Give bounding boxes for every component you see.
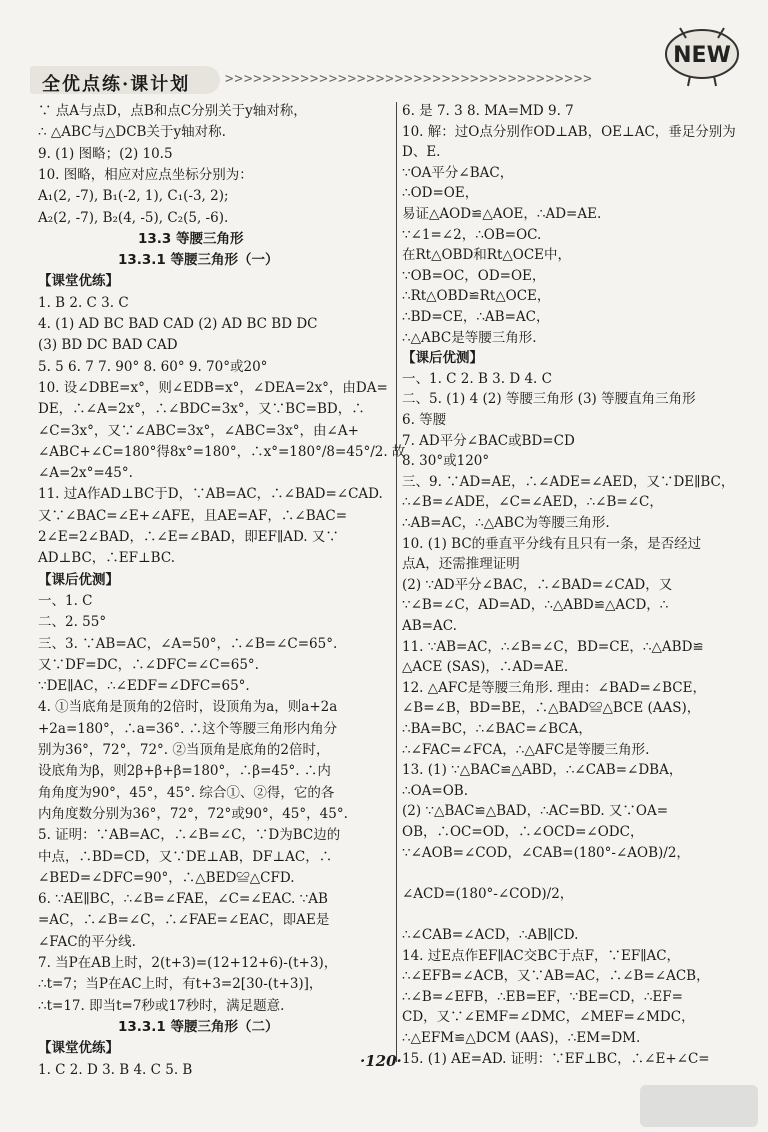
- text-line: 角角度为90°，45°，45°. 综合①、②得，它的各: [38, 784, 335, 801]
- text-line: ∴∠EFB=∠ACB，又∵AB=AC，∴∠B=∠ACB，: [402, 968, 710, 985]
- text-line: 2∠E=2∠BAD，∴∠E=∠BAD，即EF∥AD. 又∵: [38, 529, 339, 545]
- text-line: 10. 设∠DBE=x°，则∠EDB=x°，∠DEA=2x°，由DA=: [38, 379, 388, 396]
- text-line: 5. 5 6. 7 7. 90° 8. 60° 9. 70°或20°: [38, 358, 268, 375]
- text-line: D、E.: [402, 144, 441, 161]
- text-line: △ACE (SAS)，∴AD=AE.: [402, 659, 569, 676]
- text-line: 二、5. (1) 4 (2) 等腰三角形 (3) 等腰直角三角形: [402, 391, 696, 408]
- text-line: 6. 等腰: [402, 412, 447, 428]
- text-line: 又∵DF=DC，∴∠DFC=∠C=65°.: [38, 656, 259, 673]
- new-logo-icon: [662, 18, 742, 90]
- text-line: ∴AB=AC，∴△ABC为等腰三角形.: [402, 515, 610, 531]
- watermark: [640, 1085, 758, 1127]
- column-divider: [396, 102, 397, 1062]
- text-line: 1. C 2. D 3. B 4. C 5. B: [38, 1061, 193, 1078]
- text-line: ∵∠B=∠C，AD=AD，∴△ABD≌△ACD，∴: [402, 597, 669, 614]
- text-line: 11. ∵AB=AC，∴∠B=∠C，BD=CE，∴△ABD≌: [402, 638, 704, 655]
- text-line: ∴∠FAC=∠FCA，∴△AFC是等腰三角形.: [402, 741, 650, 758]
- text-line: 10. (1) BC的垂直平分线有且只有一条，是否经过: [402, 535, 702, 552]
- text-line: 6. 是 7. 3 8. MA=MD 9. 7: [402, 103, 574, 119]
- header-title: 全优点练·课计划: [42, 74, 191, 95]
- text-line: ∴BA=BC，∴∠BAC=∠BCA，: [402, 721, 592, 737]
- page-header: [0, 0, 768, 100]
- text-line: (2) ∵AD平分∠BAC，∴∠BAD=∠CAD，又: [402, 576, 673, 593]
- text-line: ∠B=∠B，BD=BE，∴△BAD≌△BCE (AAS)，: [402, 700, 701, 717]
- text-line: 内角度数分别为36°，72°，72°或90°，45°，45°.: [38, 805, 348, 822]
- text-line: CD，又∵∠EMF=∠DMC，∠MEF=∠MDC，: [402, 1009, 695, 1026]
- text-line: 13. (1) ∵△BAC≌△ABD，∴∠CAB=∠DBA，: [402, 762, 683, 779]
- text-line: 三、3. ∵AB=AC，∠A=50°，∴∠B=∠C=65°.: [38, 635, 338, 652]
- text-line: ∵DE∥AC，∴∠EDF=∠DFC=65°.: [38, 678, 250, 695]
- text-line: 4. (1) AD BC BAD CAD (2) AD BC BD DC: [38, 316, 318, 332]
- text-line: ∠FAC的平分线.: [38, 933, 136, 950]
- text-line: 别为36°，72°，72°. ②当顶角是底角的2倍时，: [38, 742, 330, 758]
- text-line: ∴BD=CE，∴AB=AC，: [402, 309, 550, 325]
- header-arrows: >>>>>>>>>>>>>>>>>>>>>>>>>>>>>>>>>>>>>>>: [225, 71, 593, 87]
- text-line: A₂(2, -7), B₂(4, -5), C₂(5, -6).: [38, 209, 229, 226]
- text-line: =AC，∴∠B=∠C，∴∠FAE=∠EAC，即AE是: [38, 912, 330, 929]
- text-line: 中点，∴BD=CD，又∵DE⊥AB，DF⊥AC，∴: [38, 848, 333, 865]
- logo-text: NEW: [673, 43, 731, 68]
- text-line: 14. 过E点作EF∥AC交BC于点F，∵EF∥AC，: [402, 947, 681, 964]
- text-line: 【课后优测】: [402, 350, 483, 367]
- text-line: 13.3.1 等腰三角形（二）: [118, 1018, 279, 1035]
- text-line: 10. 图略，相应对应点坐标分别为：: [38, 166, 253, 183]
- text-line: 【课堂优练】: [38, 1040, 119, 1057]
- text-line: 设底角为β，则2β+β+β=180°，∴β=45°. ∴内: [38, 763, 331, 780]
- text-line: 一、1. C: [38, 592, 93, 609]
- text-line: 7. AD平分∠BAC或BD=CD: [402, 432, 575, 449]
- text-line: (2) ∵△BAC≌△BAD，∴AC=BD. 又∵OA=: [402, 803, 669, 820]
- text-line: 又∵∠BAC=∠E+∠AFE，且AE=AF，∴∠BAC=: [38, 507, 348, 524]
- page-number: ·120·: [360, 1052, 402, 1070]
- text-line: (3) BD DC BAD CAD: [38, 337, 178, 354]
- text-line: ∠ABC+∠C=180°得8x°=180°，∴x°=180°/8=45°/2. 故: [38, 443, 406, 460]
- text-line: ∵OB=OC，OD=OE，: [402, 267, 546, 284]
- text-line: ∠A=2x°=45°.: [38, 465, 133, 482]
- text-line: 7. 当P在AB上时，2(t+3)=(12+12+6)-(t+3)，: [38, 955, 338, 971]
- text-line: ∵ 点A与点D，点B和点C分别关于y轴对称，: [38, 103, 307, 119]
- text-line: 5. 证明：∵AB=AC，∴∠B=∠C，∵D为BC边的: [38, 827, 341, 844]
- text-line: ∴△ABC是等腰三角形.: [402, 329, 537, 346]
- text-line: ∴OD=OE，: [402, 185, 479, 202]
- text-line: ∵OA平分∠BAC，: [402, 164, 514, 181]
- text-line: ∴∠B=∠EFB，∴EB=EF，∵BE=CD，∴EF=: [402, 988, 683, 1005]
- text-line: 13.3 等腰三角形: [138, 230, 244, 247]
- text-line: ∴t=7；当P在AC上时，有t+3=2[30-(t+3)]，: [38, 976, 323, 993]
- text-line: +2a=180°，∴a=36°. ∴这个等腰三角形内角分: [38, 720, 338, 737]
- text-line: 易证△AOD≌△AOE，∴AD=AE.: [402, 206, 602, 222]
- text-line: OB，∴OC=OD，∴∠OCD=∠ODC，: [402, 824, 644, 840]
- text-line: ∠BED=∠DFC=90°，∴△BED≌△CFD.: [38, 869, 295, 886]
- text-line: 15. (1) AE=AD. 证明：∵EF⊥BC，∴∠E+∠C=: [402, 1050, 710, 1067]
- text-line: 8. 30°或120°: [402, 453, 490, 470]
- text-line: 【课后优测】: [38, 571, 119, 588]
- text-line: 在Rt△OBD和Rt△OCE中，: [402, 247, 572, 264]
- text-line: A₁(2, -7), B₁(-2, 1), C₁(-3, 2);: [38, 188, 229, 205]
- text-line: ∴Rt△OBD≌Rt△OCE，: [402, 288, 551, 305]
- text-line: 一、1. C 2. B 3. D 4. C: [402, 370, 552, 387]
- text-line: 12. △AFC是等腰三角形. 理由：∠BAD=∠BCE，: [402, 679, 706, 696]
- text-line: ∴△EFM≌△DCM (AAS)，∴EM=DM.: [402, 1030, 641, 1046]
- text-line: AB=AC.: [402, 618, 457, 634]
- text-line: ∴t=17. 即当t=7秒或17秒时，满足题意.: [38, 997, 285, 1014]
- text-line: ∴ △ABC与△DCB关于y轴对称.: [38, 124, 226, 141]
- text-line: ∠C=3x°，又∵∠ABC=3x°，∠ABC=3x°，由∠A+: [38, 422, 359, 439]
- text-line: ∴∠CAB=∠ACD，∴AB∥CD.: [402, 927, 579, 943]
- text-line: ∴∠B=∠ADE，∠C=∠AED，∴∠B=∠C，: [402, 494, 663, 511]
- text-line: 点A，还需推理证明: [402, 556, 520, 573]
- text-line: AD⊥BC，∴EF⊥BC.: [38, 550, 175, 567]
- text-line: 【课堂优练】: [38, 273, 119, 290]
- text-line: ∴OA=OB.: [402, 782, 468, 799]
- text-line: ∵∠1=∠2，∴OB=OC.: [402, 226, 542, 243]
- text-line: 13.3.1 等腰三角形（一）: [118, 252, 279, 269]
- text-line: ∵∠AOB=∠COD，∠CAB=(180°-∠AOB)/2，: [402, 844, 690, 861]
- text-line: ∠ACD=(180°-∠COD)/2，: [402, 885, 574, 902]
- text-line: 二、2. 55°: [38, 614, 107, 631]
- text-line: 10. 解：过O点分别作OD⊥AB，OE⊥AC，垂足分别为: [402, 123, 736, 140]
- text-line: 1. B 2. C 3. C: [38, 294, 129, 311]
- text-line: 9. (1) 图略；(2) 10.5: [38, 145, 173, 162]
- text-line: 6. ∵AE∥BC，∴∠B=∠FAE，∠C=∠EAC. ∵AB: [38, 891, 328, 908]
- text-line: 4. ①当底角是顶角的2倍时，设顶角为a，则a+2a: [38, 699, 338, 716]
- text-line: 三、9. ∵AD=AE，∴∠ADE=∠AED，又∵DE∥BC，: [402, 473, 735, 490]
- text-line: 11. 过A作AD⊥BC于D，∵AB=AC，∴∠BAD=∠CAD.: [38, 486, 383, 503]
- text-line: DE，∴∠A=2x°，∴∠BDC=3x°，又∵BC=BD，∴: [38, 401, 365, 418]
